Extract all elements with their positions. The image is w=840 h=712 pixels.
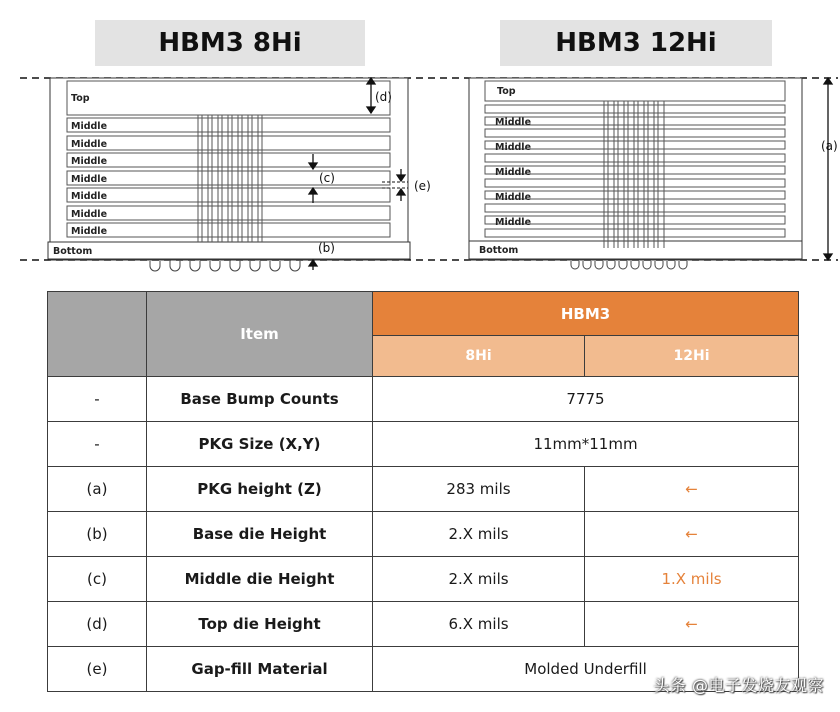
row-item: Top die Height [147, 602, 373, 647]
middle-die-label-8hi: Middle [71, 226, 108, 237]
marker-a [824, 78, 832, 260]
title-hbm3-12hi: HBM3 12Hi [500, 20, 772, 66]
row-value-merged: 7775 [373, 377, 799, 422]
row-value-merged: 11mm*11mm [373, 422, 799, 467]
row-item: PKG Size (X,Y) [147, 422, 373, 467]
row-item: Base Bump Counts [147, 377, 373, 422]
marker-e-label: (e) [414, 179, 431, 193]
header-hbm3-cell: HBM3 [373, 292, 799, 336]
marker-a-label: (a) [821, 139, 838, 153]
row-item: Middle die Height [147, 557, 373, 602]
cross-section-diagrams [0, 70, 840, 280]
middle-die-label-8hi: Middle [71, 174, 108, 185]
stack-8hi [48, 78, 431, 271]
header-12hi-cell: 12Hi [585, 336, 799, 377]
row-key: (d) [48, 602, 147, 647]
header-8hi-cell: 8Hi [373, 336, 585, 377]
table-row [48, 557, 799, 602]
table-row [48, 512, 799, 557]
top-die-label-8hi: Top [71, 93, 90, 104]
middle-die-label-8hi: Middle [71, 209, 108, 220]
bumps-12hi [571, 261, 687, 269]
middle-die-label-8hi: Middle [71, 121, 108, 132]
row-key: (c) [48, 557, 147, 602]
middle-die-label-12hi: Middle [495, 167, 532, 178]
row-value-12hi: ← [585, 467, 799, 512]
middle-die-label-12hi: Middle [495, 217, 532, 228]
header-key-cell [48, 292, 147, 377]
middle-die-label-8hi: Middle [71, 156, 108, 167]
row-item: Base die Height [147, 512, 373, 557]
row-value-8hi: 2.X mils [373, 512, 585, 557]
row-value-merged: Molded Underfill [373, 647, 799, 692]
row-key: - [48, 377, 147, 422]
table-row [48, 422, 799, 467]
row-value-8hi: 283 mils [373, 467, 585, 512]
middle-die-label-12hi: Middle [495, 142, 532, 153]
middle-die-label-12hi: Middle [495, 117, 532, 128]
row-value-12hi: ← [585, 602, 799, 647]
row-key: (e) [48, 647, 147, 692]
bottom-die-label-8hi: Bottom [53, 246, 93, 257]
table-row [48, 602, 799, 647]
row-item: Gap-fill Material [147, 647, 373, 692]
bottom-die-8hi [48, 242, 410, 259]
hbm3-spec-table [47, 291, 799, 692]
row-key: (b) [48, 512, 147, 557]
middle-die-label-8hi: Middle [71, 191, 108, 202]
top-die-12hi [485, 81, 785, 101]
table-row [48, 467, 799, 512]
row-value-8hi: 2.X mils [373, 557, 585, 602]
bottom-die-label-12hi: Bottom [479, 245, 519, 256]
row-value-12hi: ← [585, 512, 799, 557]
marker-c-label: (c) [319, 171, 335, 185]
table-header-row [48, 292, 799, 336]
middle-die-label-8hi: Middle [71, 139, 108, 150]
top-die-label-12hi: Top [497, 86, 516, 97]
row-value-8hi: 6.X mils [373, 602, 585, 647]
marker-d-label: (d) [375, 90, 392, 104]
middle-die-label-12hi: Middle [495, 192, 532, 203]
title-hbm3-8hi: HBM3 8Hi [95, 20, 365, 66]
table-row [48, 377, 799, 422]
row-item: PKG height (Z) [147, 467, 373, 512]
row-key: (a) [48, 467, 147, 512]
source-watermark: 头条 @电子发烧友观察 [653, 676, 824, 695]
marker-b-label: (b) [318, 241, 335, 255]
stack-12hi [469, 78, 838, 269]
row-key: - [48, 422, 147, 467]
marker-b [309, 260, 317, 270]
bottom-die-12hi [469, 241, 802, 259]
top-die-8hi [67, 81, 390, 115]
header-item-cell: Item [147, 292, 373, 377]
bumps-8hi [150, 261, 300, 271]
row-value-12hi: 1.X mils [585, 557, 799, 602]
